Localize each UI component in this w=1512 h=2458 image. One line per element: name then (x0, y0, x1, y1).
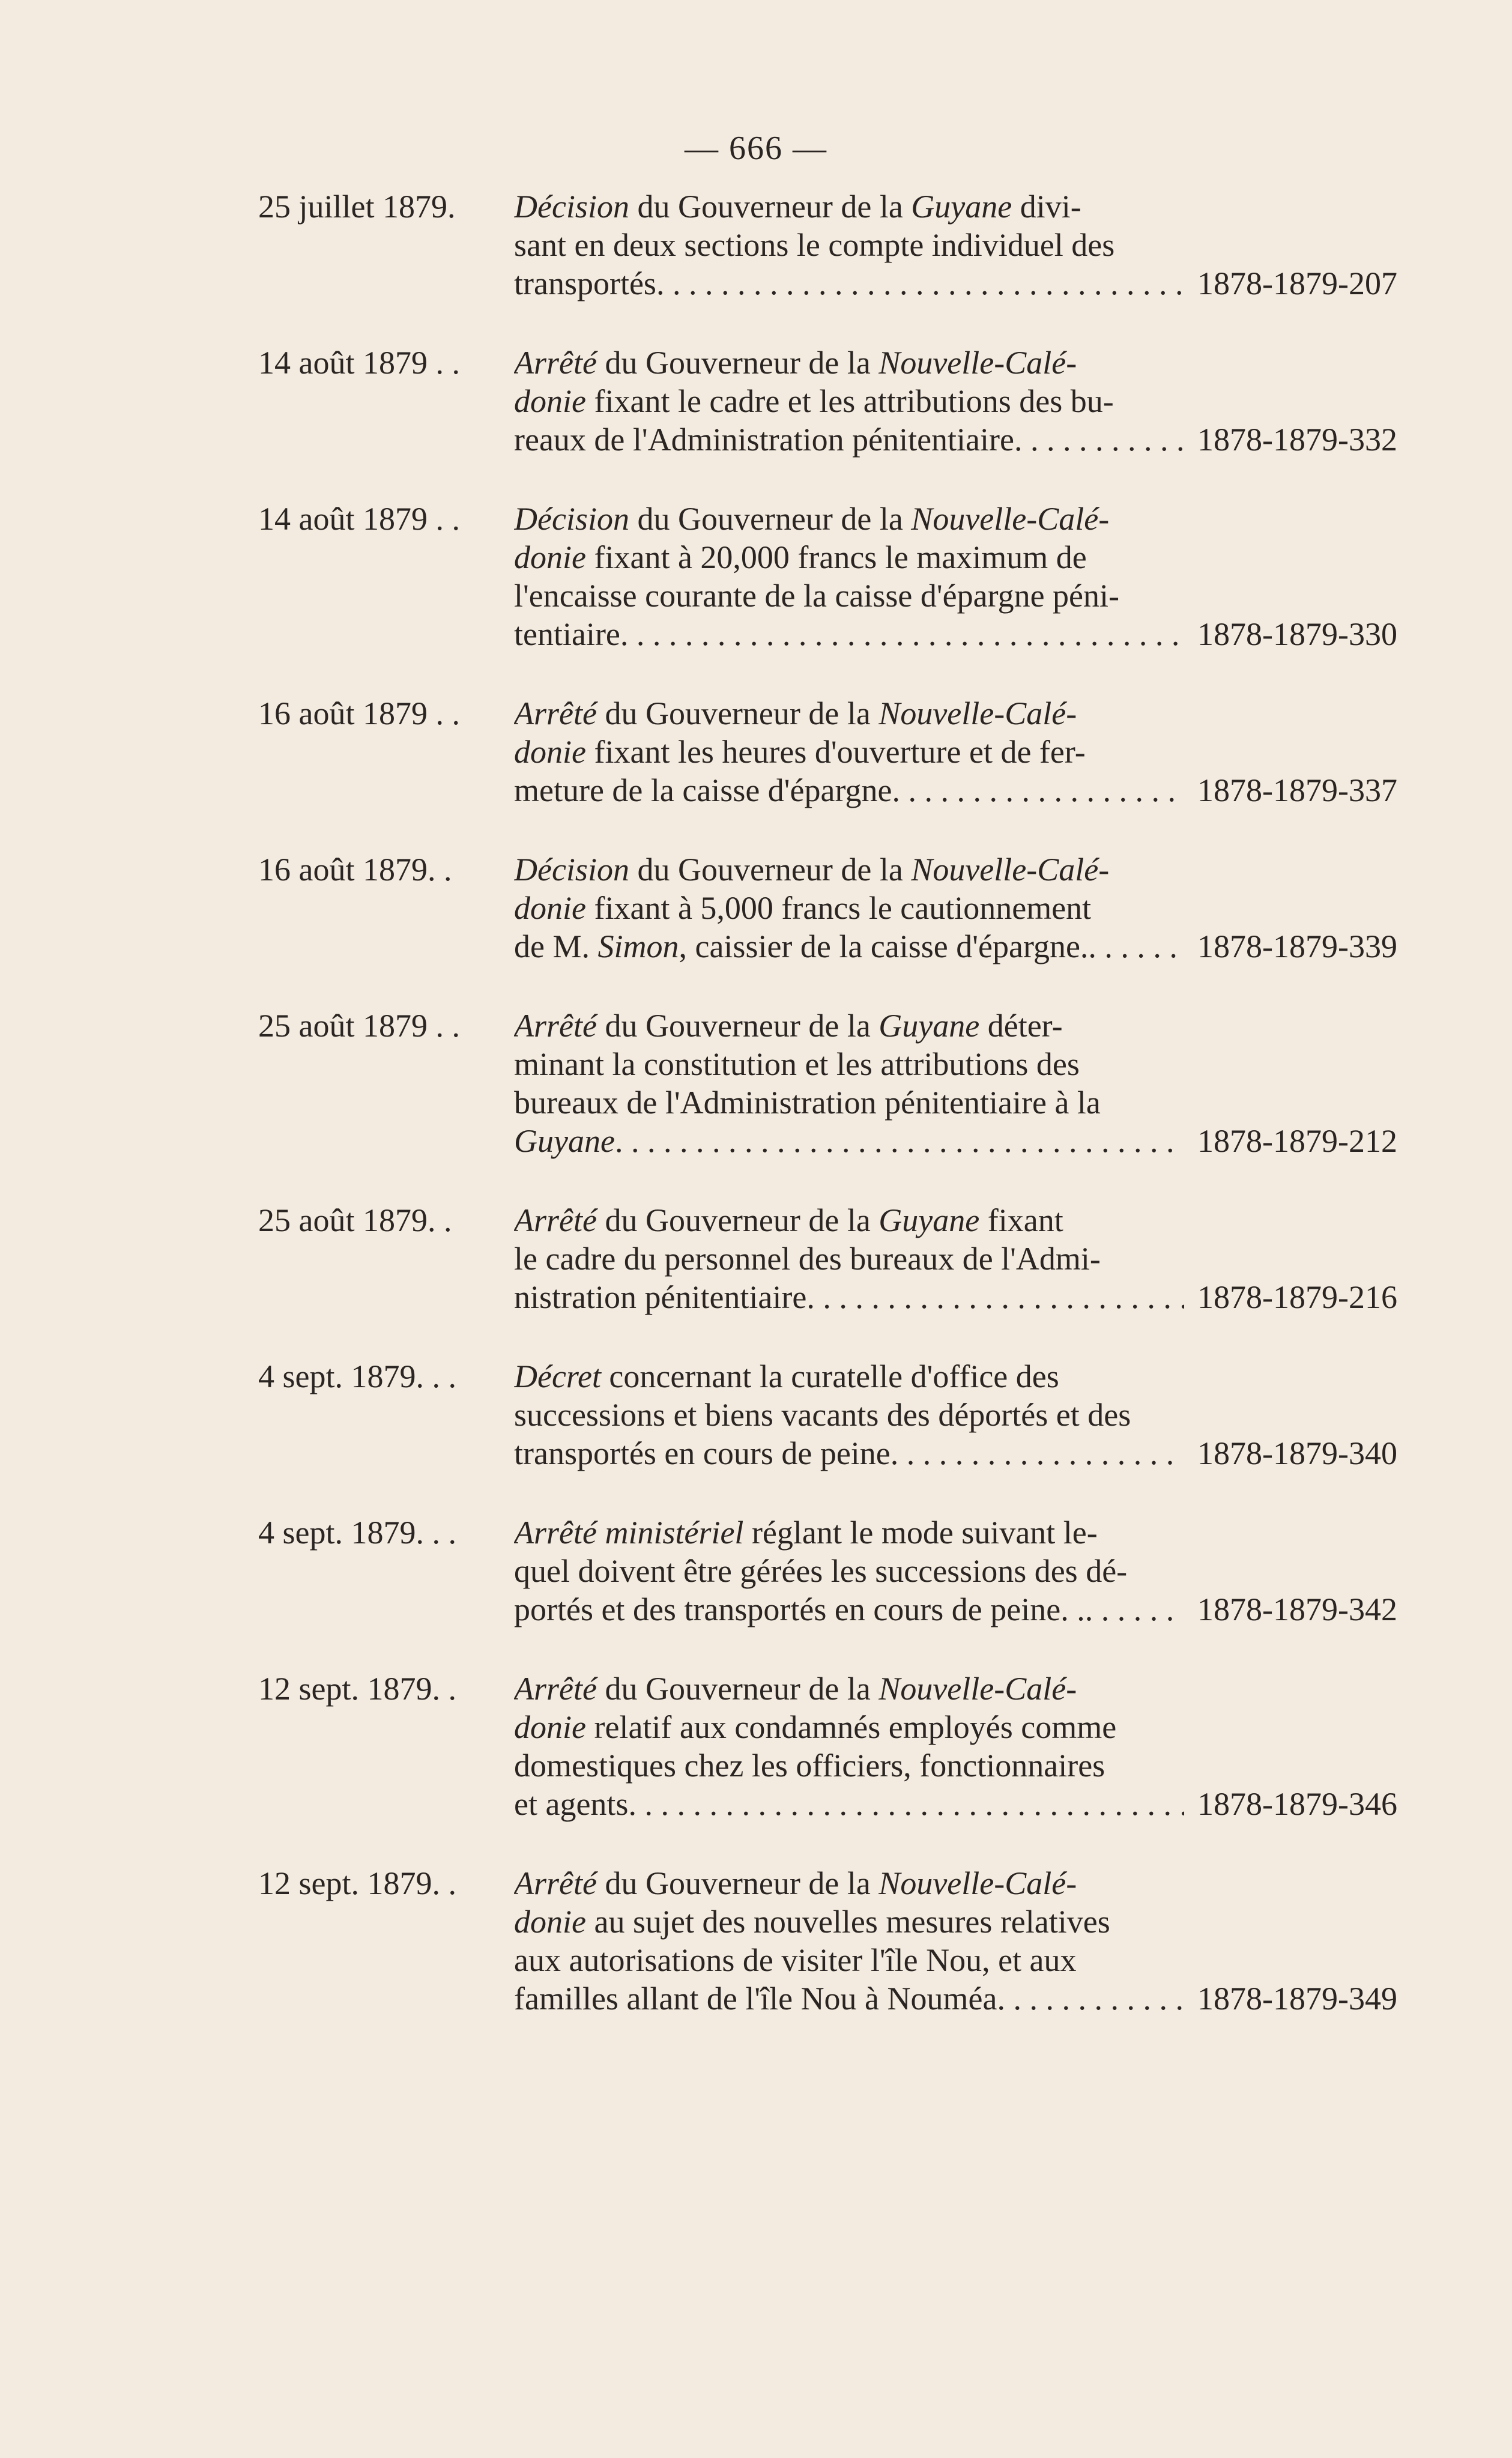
entry-line: de M. Simon, caissier de la caisse d'épargne. . . . (514, 927, 1184, 966)
index-entry (0, 850, 1512, 1007)
index-entry (0, 1669, 1512, 1864)
entry-line: le cadre du personnel des bureaux de l'Admi- (514, 1241, 1101, 1277)
entry-line: et agents . . . (514, 1785, 1184, 1823)
entry-line: aux autorisations de visiter l'île Nou, et aux (514, 1942, 1077, 1978)
entry-kind: Arrêté (514, 1865, 597, 1901)
entry-line: l'encaisse courante de la caisse d'épargne péni- (514, 578, 1119, 614)
entry-line: donie fixant le cadre et les attributions des bu- (514, 383, 1114, 419)
entry-text (514, 1201, 1184, 1316)
entry-text (514, 187, 1184, 303)
entry-line: Arrêté du Gouverneur de la Nouvelle-Calé- (514, 695, 1077, 731)
entry-reference: 1878-1879-342 (1197, 1591, 1397, 1627)
entry-kind: Décision (514, 852, 629, 888)
entry-line: Arrêté du Gouverneur de la Guyane fixant (514, 1202, 1063, 1238)
entry-date: 12 sept. 1879. . (258, 1671, 456, 1707)
entry-date: 4 sept. 1879. . . (258, 1515, 456, 1551)
entry-line: transportés . . . (514, 264, 1184, 303)
entry-reference: 1878-1879-346 (1197, 1786, 1397, 1822)
entry-text (514, 850, 1184, 966)
entry-date: 25 août 1879. . (258, 1202, 452, 1238)
entry-date: 14 août 1879 . . (258, 501, 460, 537)
index-entry (0, 1513, 1512, 1669)
entry-reference: 1878-1879-349 (1197, 1981, 1397, 2017)
entry-date: 4 sept. 1879. . . (258, 1358, 456, 1394)
entry-line: donie fixant à 5,000 francs le cautionnement (514, 890, 1092, 926)
entry-line: donie relatif aux condamnés employés comme (514, 1709, 1117, 1745)
entry-date: 12 sept. 1879. . (258, 1865, 456, 1901)
entry-kind: Décret (514, 1358, 601, 1394)
entry-text (514, 1513, 1184, 1629)
entry-reference: 1878-1879-339 (1197, 928, 1397, 964)
entry-text (514, 1007, 1184, 1160)
entry-kind: Décision (514, 501, 629, 537)
index-entry (0, 1201, 1512, 1357)
entry-reference: 1878-1879-330 (1197, 616, 1397, 652)
entry-kind: Arrêté (514, 345, 597, 381)
index-entry (0, 1007, 1512, 1201)
entry-kind: Décision (514, 189, 629, 225)
entry-line: Guyane . . . (514, 1122, 1184, 1160)
entry-line: familles allant de l'île Nou à Nouméa . . . (514, 1979, 1184, 2018)
entry-line: donie fixant les heures d'ouverture et de fer- (514, 734, 1086, 770)
entry-date: 16 août 1879. . (258, 852, 452, 888)
entry-line: Arrêté ministériel réglant le mode suivant le- (514, 1515, 1098, 1551)
entry-line: Décision du Gouverneur de la Guyane divi- (514, 189, 1081, 225)
entry-text (514, 1357, 1184, 1473)
entry-date: 16 août 1879 . . (258, 695, 460, 731)
entry-line: Arrêté du Gouverneur de la Nouvelle-Calé- (514, 1671, 1077, 1707)
entry-reference: 1878-1879-337 (1197, 772, 1397, 808)
entry-text (514, 344, 1184, 459)
entry-line: Arrêté du Gouverneur de la Guyane déter- (514, 1008, 1063, 1044)
index-entry (0, 187, 1512, 344)
entry-line: successions et biens vacants des déportés et des (514, 1397, 1131, 1433)
entry-line: Décision du Gouverneur de la Nouvelle-Calé- (514, 852, 1110, 888)
index-entry (0, 344, 1512, 500)
entry-line: Arrêté du Gouverneur de la Nouvelle-Calé- (514, 345, 1077, 381)
entry-date: 25 août 1879 . . (258, 1008, 460, 1044)
entry-text (514, 1669, 1184, 1823)
page-number: — 666 — (685, 130, 827, 167)
entry-line: domestiques chez les officiers, fonctionnaires (514, 1748, 1105, 1784)
index-entry (0, 1357, 1512, 1513)
entry-line: meture de la caisse d'épargne . . . (514, 771, 1184, 810)
index-entry (0, 694, 1512, 850)
entry-reference: 1878-1879-332 (1197, 422, 1397, 458)
entry-line: Décret concernant la curatelle d'office des (514, 1358, 1059, 1394)
entry-text (514, 1864, 1184, 2018)
entry-line: reaux de l'Administration pénitentiaire . . . (514, 420, 1184, 459)
index-entry (0, 500, 1512, 694)
entry-line: nistration pénitentiaire . . . (514, 1278, 1184, 1316)
entry-date: 14 août 1879 . . (258, 345, 460, 381)
entry-line: sant en deux sections le compte individuel des (514, 227, 1115, 263)
entry-reference: 1878-1879-216 (1197, 1279, 1397, 1315)
entry-kind: Arrêté (514, 1671, 597, 1707)
entry-line: Arrêté du Gouverneur de la Nouvelle-Calé- (514, 1865, 1077, 1901)
entry-line: portés et des transportés en cours de peine. . . . . (514, 1590, 1184, 1629)
entry-reference: 1878-1879-212 (1197, 1123, 1397, 1159)
entry-kind: Arrêté (514, 1008, 597, 1044)
entry-line: donie au sujet des nouvelles mesures relatives (514, 1904, 1110, 1940)
entry-line: tentiaire . . . (514, 615, 1184, 653)
entry-line: minant la constitution et les attributions des (514, 1046, 1080, 1082)
entry-reference: 1878-1879-207 (1197, 265, 1397, 301)
entry-reference: 1878-1879-340 (1197, 1435, 1397, 1471)
entry-kind: Arrêté (514, 695, 597, 731)
entry-line: transportés en cours de peine . . . (514, 1434, 1184, 1473)
index-entry (0, 1864, 1512, 2059)
entry-text (514, 694, 1184, 810)
entry-line: bureaux de l'Administration pénitentiaire à la (514, 1085, 1101, 1121)
entry-date: 25 juillet 1879. (258, 189, 456, 225)
entries-list (0, 187, 1512, 2059)
entry-line: quel doivent être gérées les successions des dé- (514, 1553, 1128, 1589)
entry-line: donie fixant à 20,000 francs le maximum de (514, 539, 1087, 575)
entry-kind: Arrêté ministériel (514, 1515, 744, 1551)
entry-line: Décision du Gouverneur de la Nouvelle-Calé- (514, 501, 1110, 537)
entry-kind: Arrêté (514, 1202, 597, 1238)
entry-text (514, 500, 1184, 653)
